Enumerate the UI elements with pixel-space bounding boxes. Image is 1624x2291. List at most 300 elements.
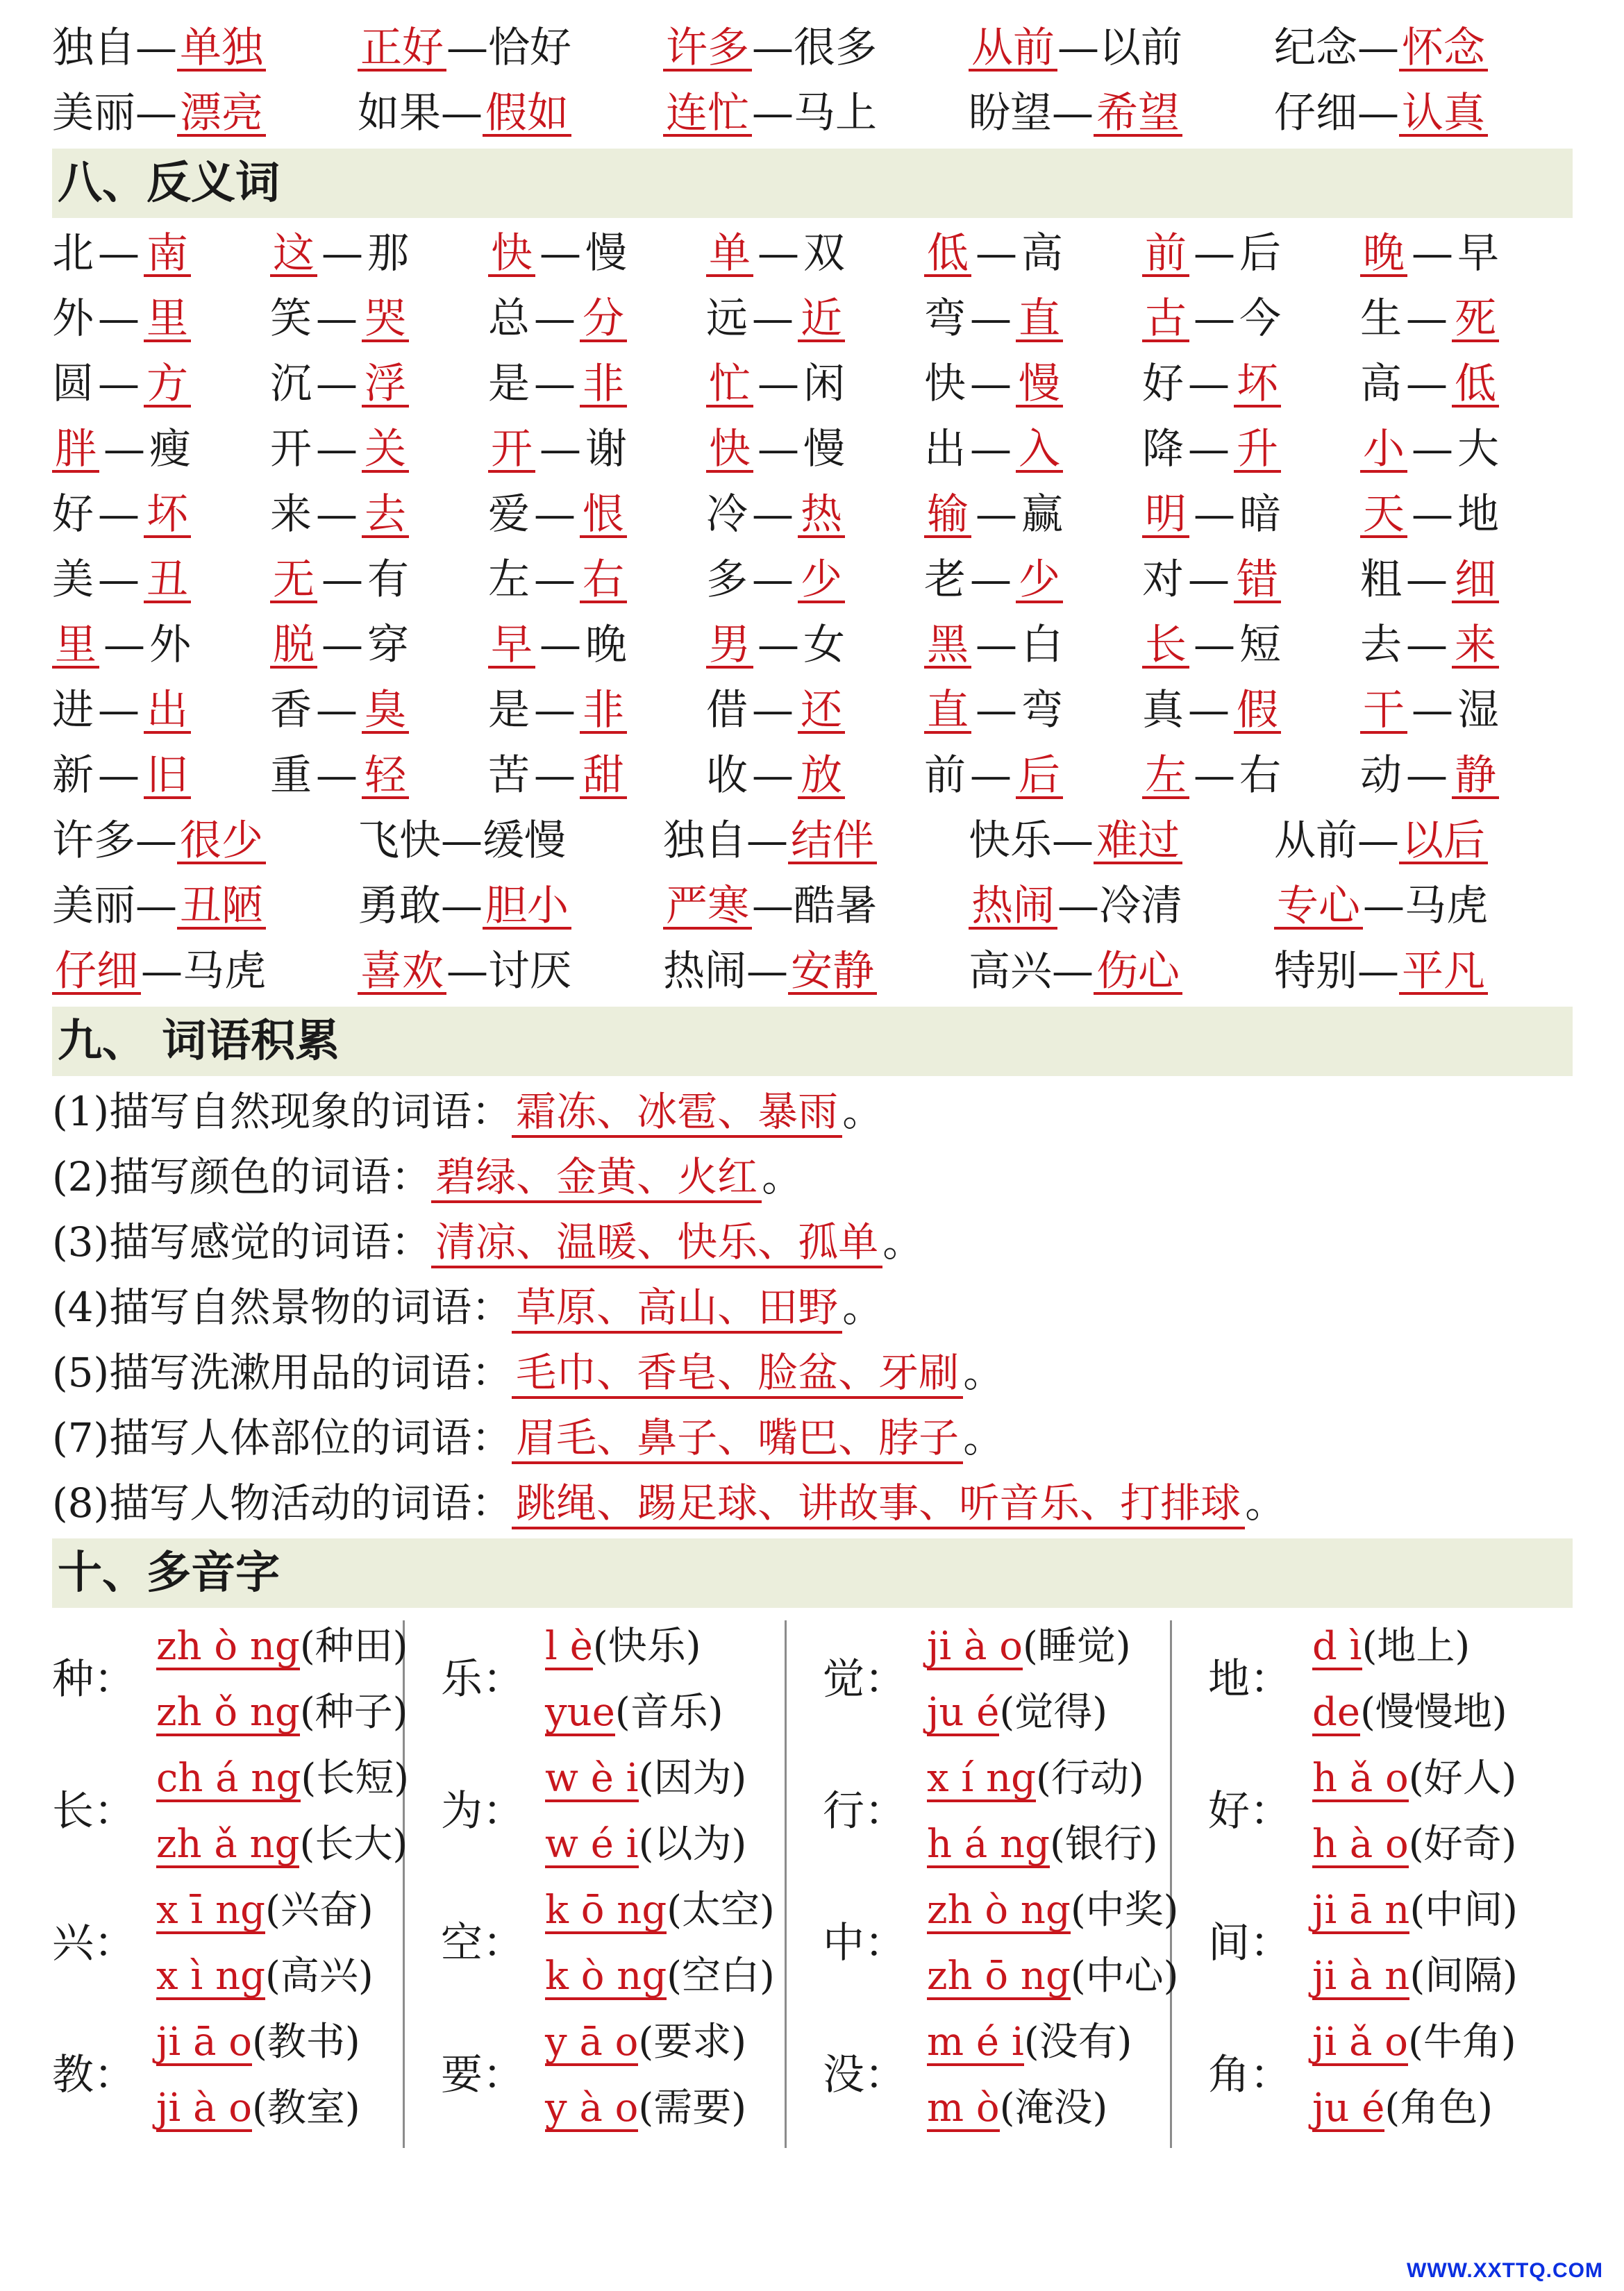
polyphone-char: 间：	[1208, 1919, 1291, 1967]
reading-line	[545, 1877, 775, 1943]
dash-separator: —	[316, 686, 358, 735]
example-word: (地上)	[1362, 1624, 1471, 1669]
dash-separator: —	[1357, 947, 1399, 996]
answer-word: 关	[362, 428, 409, 473]
example-word: (快乐)	[592, 1624, 701, 1669]
example-word: (空白)	[667, 1954, 775, 1999]
example-word: (教室)	[251, 2086, 360, 2131]
dash-separator: —	[1363, 882, 1405, 930]
reading-line	[927, 1877, 1179, 1943]
answer-word: 怀念	[1399, 27, 1488, 72]
given-word: 右	[1239, 751, 1281, 800]
polyphone-entry	[52, 1745, 410, 1877]
word-pair	[488, 547, 627, 612]
dash-separator: —	[446, 24, 488, 72]
answer-word: 前	[1142, 233, 1189, 277]
given-word: 左	[488, 555, 530, 604]
example-word: (牛角)	[1407, 2020, 1516, 2065]
reading-line	[156, 1877, 374, 1943]
word-line	[52, 1209, 1573, 1275]
word-pair	[663, 939, 877, 1004]
word-pair	[706, 417, 845, 482]
answer-word: 旧	[144, 755, 191, 799]
given-word: 沉	[270, 360, 312, 408]
reading-line	[1312, 1943, 1518, 2009]
example-word: (角色)	[1384, 2086, 1493, 2131]
dash-separator: —	[1357, 89, 1399, 137]
dash-separator: —	[141, 947, 183, 996]
answer-word: 连忙	[663, 92, 752, 137]
word-line	[52, 1275, 1573, 1340]
given-word: 双	[803, 229, 845, 278]
word-line-end: 。	[882, 1218, 923, 1266]
given-word: 女	[803, 621, 845, 669]
word-line-end: 。	[1245, 1479, 1286, 1527]
answer-word: 细	[1452, 559, 1499, 603]
answer-word: 明	[1142, 494, 1189, 538]
given-word: 今	[1239, 294, 1281, 343]
given-word: 大	[1457, 425, 1499, 473]
example-word: (太空)	[667, 1888, 775, 1933]
given-word: 谢	[585, 425, 627, 473]
given-word: 从前	[1274, 816, 1357, 865]
dash-separator: —	[1194, 751, 1235, 800]
given-word: 圆	[52, 360, 94, 408]
word-line-end: 。	[762, 1153, 803, 1200]
dash-separator: —	[1052, 947, 1094, 996]
word-pair	[270, 221, 409, 286]
given-word: 新	[52, 751, 94, 800]
word-pair	[1274, 808, 1488, 873]
dash-separator: —	[970, 555, 1012, 604]
word-pair	[52, 939, 266, 1004]
pinyin: y ā o	[545, 2020, 639, 2065]
answer-word: 升	[1234, 428, 1281, 473]
word-pair	[1274, 873, 1488, 939]
example-word: (高兴)	[265, 1954, 374, 1999]
given-word: 地	[1457, 490, 1499, 539]
pinyin: h à o	[1312, 1822, 1409, 1867]
example-word: (淹没)	[999, 2086, 1108, 2131]
example-word: (音乐)	[614, 1690, 723, 1735]
example-word: (没有)	[1023, 2020, 1132, 2065]
polyphone-entry	[441, 1613, 788, 1745]
given-word: 恰好	[488, 24, 571, 72]
example-word: (需要)	[638, 2086, 747, 2131]
answer-word: 这	[270, 233, 317, 277]
antonym-word-row	[52, 808, 1573, 873]
given-word: 总	[488, 294, 530, 343]
given-word: 美丽	[52, 882, 135, 930]
word-pair	[1360, 482, 1499, 547]
antonym-row	[52, 221, 1573, 286]
word-pair	[1142, 417, 1281, 482]
reading-line	[927, 2075, 1107, 2141]
word-pair	[706, 743, 845, 808]
answer-word: 晚	[1360, 233, 1407, 277]
dash-separator: —	[752, 89, 794, 137]
answer-word: 静	[1452, 755, 1499, 799]
pinyin: de	[1312, 1690, 1360, 1735]
dash-separator: —	[316, 425, 358, 473]
given-word: 生	[1360, 294, 1402, 343]
pinyin: w é i	[545, 1822, 639, 1867]
answer-word: 早	[488, 624, 535, 669]
given-word: 对	[1142, 555, 1184, 604]
dash-separator: —	[98, 360, 140, 408]
word-pair	[1142, 286, 1281, 351]
given-word: 是	[488, 360, 530, 408]
pinyin: ji ǎ o	[1312, 2020, 1408, 2065]
word-pair	[358, 873, 571, 939]
answer-word: 浮	[362, 363, 409, 408]
polyphone-char: 角：	[1208, 2051, 1291, 2099]
polyphone-entry	[52, 1877, 399, 2009]
word-pair	[358, 15, 571, 81]
given-word: 特别	[1274, 947, 1357, 996]
dash-separator: —	[316, 294, 358, 343]
word-pair	[1274, 15, 1488, 81]
word-pair	[706, 286, 845, 351]
word-pair	[1360, 743, 1499, 808]
given-word: 高	[1021, 229, 1063, 278]
word-pair	[358, 81, 571, 146]
reading-line	[156, 1613, 408, 1679]
answer-word: 结伴	[788, 820, 877, 864]
answer-word: 天	[1360, 494, 1407, 538]
word-line-answer: 毛巾、香皂、脸盆、牙刷	[512, 1349, 963, 1399]
dash-separator: —	[1406, 294, 1448, 343]
polyphone-entry	[1208, 1613, 1555, 1745]
polyphone-char: 好：	[1208, 1787, 1291, 1836]
reading-line	[545, 1613, 701, 1679]
polyphone-entry	[1208, 2009, 1555, 2141]
word-line-label: (7)描写人体部位的词语：	[52, 1414, 512, 1461]
reading-line	[156, 1943, 374, 2009]
dash-separator: —	[976, 686, 1017, 735]
word-pair	[52, 417, 191, 482]
word-line-label: (1)描写自然现象的词语：	[52, 1088, 512, 1135]
word-pair	[924, 417, 1063, 482]
pinyin: ch á ng	[156, 1756, 301, 1801]
dash-separator: —	[135, 24, 177, 72]
word-pair	[358, 808, 566, 873]
given-word: 暗	[1239, 490, 1281, 539]
answer-word: 热闹	[969, 885, 1057, 930]
given-word: 讨厌	[488, 947, 571, 996]
word-line-answer: 草原、高山、田野	[512, 1284, 842, 1334]
pinyin: h á ng	[927, 1822, 1050, 1867]
reading-line	[545, 2009, 746, 2075]
given-word: 后	[1239, 229, 1281, 278]
given-word: 动	[1360, 751, 1402, 800]
word-line-label: (8)描写人物活动的词语：	[52, 1479, 512, 1527]
example-word: (银行)	[1049, 1822, 1158, 1867]
dash-separator: —	[321, 555, 363, 604]
given-word: 好	[1142, 360, 1184, 408]
word-pair	[52, 612, 191, 678]
word-pair	[1274, 939, 1488, 1004]
word-pair	[1142, 547, 1281, 612]
given-word: 白	[1021, 621, 1063, 669]
example-word: (中间)	[1409, 1888, 1518, 1933]
word-line	[52, 1340, 1573, 1405]
example-word: (长短)	[301, 1756, 410, 1801]
word-pair	[488, 417, 627, 482]
word-line-answer: 眉毛、鼻子、嘴巴、脖子	[512, 1414, 963, 1464]
pinyin: zh ò ng	[927, 1888, 1071, 1933]
polyphone-entry	[823, 1745, 1170, 1877]
example-word: (睡觉)	[1022, 1624, 1131, 1669]
example-word: (中奖)	[1070, 1888, 1179, 1933]
antonym-row	[52, 351, 1573, 417]
dash-separator: —	[752, 882, 794, 930]
answer-word: 平凡	[1399, 950, 1488, 995]
dash-separator: —	[539, 425, 581, 473]
word-line-end: 。	[842, 1284, 883, 1331]
answer-word: 胖	[52, 428, 99, 473]
answer-word: 直	[1016, 298, 1063, 342]
antonym-word-row	[52, 873, 1573, 939]
watermark: WWW.XXTTQ.COM	[1407, 2259, 1603, 2282]
dash-separator: —	[1194, 229, 1235, 278]
answer-word: 干	[1360, 689, 1407, 734]
word-line-label: (3)描写感觉的词语：	[52, 1218, 432, 1266]
dash-separator: —	[98, 686, 140, 735]
dash-separator: —	[976, 490, 1017, 539]
word-line-answer: 跳绳、踢足球、讲故事、听音乐、打排球	[512, 1479, 1245, 1529]
answer-word: 臭	[362, 689, 409, 734]
given-word: 短	[1239, 621, 1281, 669]
word-pair	[1360, 351, 1499, 417]
polyphone-entry	[1208, 1745, 1555, 1877]
dash-separator: —	[534, 751, 576, 800]
example-word: (中心)	[1070, 1954, 1179, 1999]
answer-word: 脱	[270, 624, 317, 669]
example-word: (间隔)	[1409, 1954, 1518, 1999]
given-word: 以前	[1099, 24, 1182, 72]
word-line-end: 。	[842, 1088, 883, 1135]
word-line-label: (4)描写自然景物的词语：	[52, 1284, 512, 1331]
word-pair	[969, 873, 1182, 939]
section-title-polyphones: 十、多音字	[52, 1538, 1573, 1608]
reading-line	[545, 1811, 746, 1877]
pinyin: d ì	[1312, 1624, 1362, 1669]
given-word: 进	[52, 686, 94, 735]
dash-separator: —	[539, 621, 581, 669]
dash-separator: —	[321, 229, 363, 278]
dash-separator: —	[1057, 24, 1099, 72]
dash-separator: —	[1052, 89, 1094, 137]
example-word: (教书)	[251, 2020, 360, 2065]
pinyin: ji à n	[1312, 1954, 1410, 1999]
answer-word: 低	[1452, 363, 1499, 408]
pinyin: ji à o	[927, 1624, 1023, 1669]
answer-word: 喜欢	[358, 950, 446, 995]
answer-word: 后	[1016, 755, 1063, 799]
polyphone-column	[1208, 1613, 1555, 2148]
dash-separator: —	[1194, 621, 1235, 669]
pinyin: yue	[545, 1690, 615, 1735]
given-word: 美	[52, 555, 94, 604]
word-line-label: (2)描写颜色的词语：	[52, 1153, 432, 1200]
dash-separator: —	[135, 882, 177, 930]
word-pair	[706, 678, 845, 743]
word-pair	[969, 808, 1182, 873]
given-word: 弯	[924, 294, 966, 343]
dash-separator: —	[446, 947, 488, 996]
dash-separator: —	[746, 816, 788, 865]
reading-line	[927, 1613, 1131, 1679]
reading-line	[1312, 1877, 1518, 1943]
word-pair	[1142, 221, 1281, 286]
word-pair	[488, 743, 627, 808]
reading-line	[927, 1943, 1179, 2009]
answer-word: 快	[488, 233, 535, 277]
given-word: 出	[924, 425, 966, 473]
given-word: 快乐	[969, 816, 1052, 865]
dash-separator: —	[757, 425, 799, 473]
given-word: 很多	[794, 24, 877, 72]
answer-word: 低	[924, 233, 971, 277]
answer-word: 胆小	[483, 885, 571, 930]
given-word: 那	[367, 229, 409, 278]
given-word: 外	[52, 294, 94, 343]
given-word: 重	[270, 751, 312, 800]
given-word: 许多	[52, 816, 135, 865]
answer-word: 正好	[358, 27, 446, 72]
dash-separator: —	[103, 425, 145, 473]
word-pair	[924, 547, 1063, 612]
answer-word: 死	[1452, 298, 1499, 342]
polyphone-column	[823, 1613, 1179, 2148]
given-word: 多	[706, 555, 748, 604]
word-pair	[1142, 351, 1281, 417]
pinyin: ji à o	[156, 2086, 252, 2131]
dash-separator: —	[752, 490, 794, 539]
word-pair	[52, 482, 191, 547]
given-word: 闲	[803, 360, 845, 408]
section-title-word-accumulation: 九、 词语积累	[52, 1007, 1573, 1076]
dash-separator: —	[1412, 425, 1453, 473]
answer-word: 来	[1452, 624, 1499, 669]
word-pair	[663, 81, 877, 146]
answer-word: 认真	[1399, 92, 1488, 137]
dash-separator: —	[1406, 751, 1448, 800]
answer-word: 坏	[1234, 363, 1281, 408]
word-pair	[924, 351, 1063, 417]
word-line	[52, 1405, 1573, 1470]
answer-word: 很少	[177, 820, 266, 864]
word-pair	[706, 547, 845, 612]
given-word: 北	[52, 229, 94, 278]
word-pair	[663, 873, 877, 939]
given-word: 前	[924, 751, 966, 800]
polyphone-char: 为：	[441, 1787, 524, 1836]
given-word: 马虎	[1405, 882, 1488, 930]
word-accumulation-list	[52, 1079, 1573, 1536]
given-word: 酷暑	[794, 882, 877, 930]
reading-line	[1312, 1679, 1507, 1745]
answer-word: 假	[1234, 689, 1281, 734]
dash-separator: —	[970, 360, 1012, 408]
given-word: 远	[706, 294, 748, 343]
word-pair	[969, 939, 1182, 1004]
answer-word: 快	[706, 428, 753, 473]
word-pair	[1360, 612, 1499, 678]
word-pair	[488, 221, 627, 286]
dash-separator: —	[135, 89, 177, 137]
polyphone-char: 行：	[823, 1787, 906, 1836]
pinyin: zh ō ng	[927, 1954, 1071, 1999]
polyphone-char: 没：	[823, 2051, 906, 2099]
word-pair	[52, 808, 266, 873]
polyphone-char: 兴：	[52, 1919, 135, 1967]
polyphone-column	[441, 1613, 788, 2148]
word-pair	[924, 286, 1063, 351]
pinyin: zh ò ng	[156, 1624, 300, 1669]
answer-word: 输	[924, 494, 971, 538]
word-pair	[358, 939, 571, 1004]
polyphone-entry	[823, 1877, 1179, 2009]
answer-word: 入	[1016, 428, 1063, 473]
answer-word: 黑	[924, 624, 971, 669]
polyphone-char: 乐：	[441, 1655, 524, 1704]
word-pair	[1274, 81, 1488, 146]
answer-word: 单	[706, 233, 753, 277]
answer-word: 以后	[1399, 820, 1488, 864]
reading-line	[545, 2075, 746, 2141]
answer-word: 右	[580, 559, 627, 603]
given-word: 仔细	[1274, 89, 1357, 137]
example-word: (要求)	[638, 2020, 747, 2065]
reading-line	[545, 1745, 746, 1811]
word-pair	[270, 482, 409, 547]
dash-separator: —	[746, 947, 788, 996]
given-word: 高兴	[969, 947, 1052, 996]
antonym-row	[52, 743, 1573, 808]
word-pair	[488, 482, 627, 547]
given-word: 粗	[1360, 555, 1402, 604]
given-word: 飞快	[358, 816, 441, 865]
pinyin: k ō ng	[545, 1888, 667, 1933]
dash-separator: —	[98, 229, 140, 278]
dash-separator: —	[316, 490, 358, 539]
given-word: 来	[270, 490, 312, 539]
word-pair	[52, 678, 191, 743]
given-word: 赢	[1021, 490, 1063, 539]
reading-line	[156, 1811, 408, 1877]
answer-word: 非	[580, 689, 627, 734]
dash-separator: —	[103, 621, 145, 669]
reading-line	[927, 1745, 1144, 1811]
polyphone-char: 长：	[52, 1787, 135, 1836]
reading-line	[156, 2075, 360, 2141]
word-pair	[52, 286, 191, 351]
dash-separator: —	[970, 751, 1012, 800]
answer-word: 恨	[580, 494, 627, 538]
antonym-row	[52, 286, 1573, 351]
polyphone-entry	[441, 2009, 788, 2141]
pinyin: zh ǒ ng	[156, 1690, 300, 1735]
antonym-row	[52, 612, 1573, 678]
example-word: (长大)	[299, 1822, 408, 1867]
dash-separator: —	[534, 294, 576, 343]
example-word: (因为)	[638, 1756, 747, 1801]
answer-word: 轻	[362, 755, 409, 799]
reading-line	[156, 1679, 408, 1745]
reading-line	[927, 1811, 1158, 1877]
